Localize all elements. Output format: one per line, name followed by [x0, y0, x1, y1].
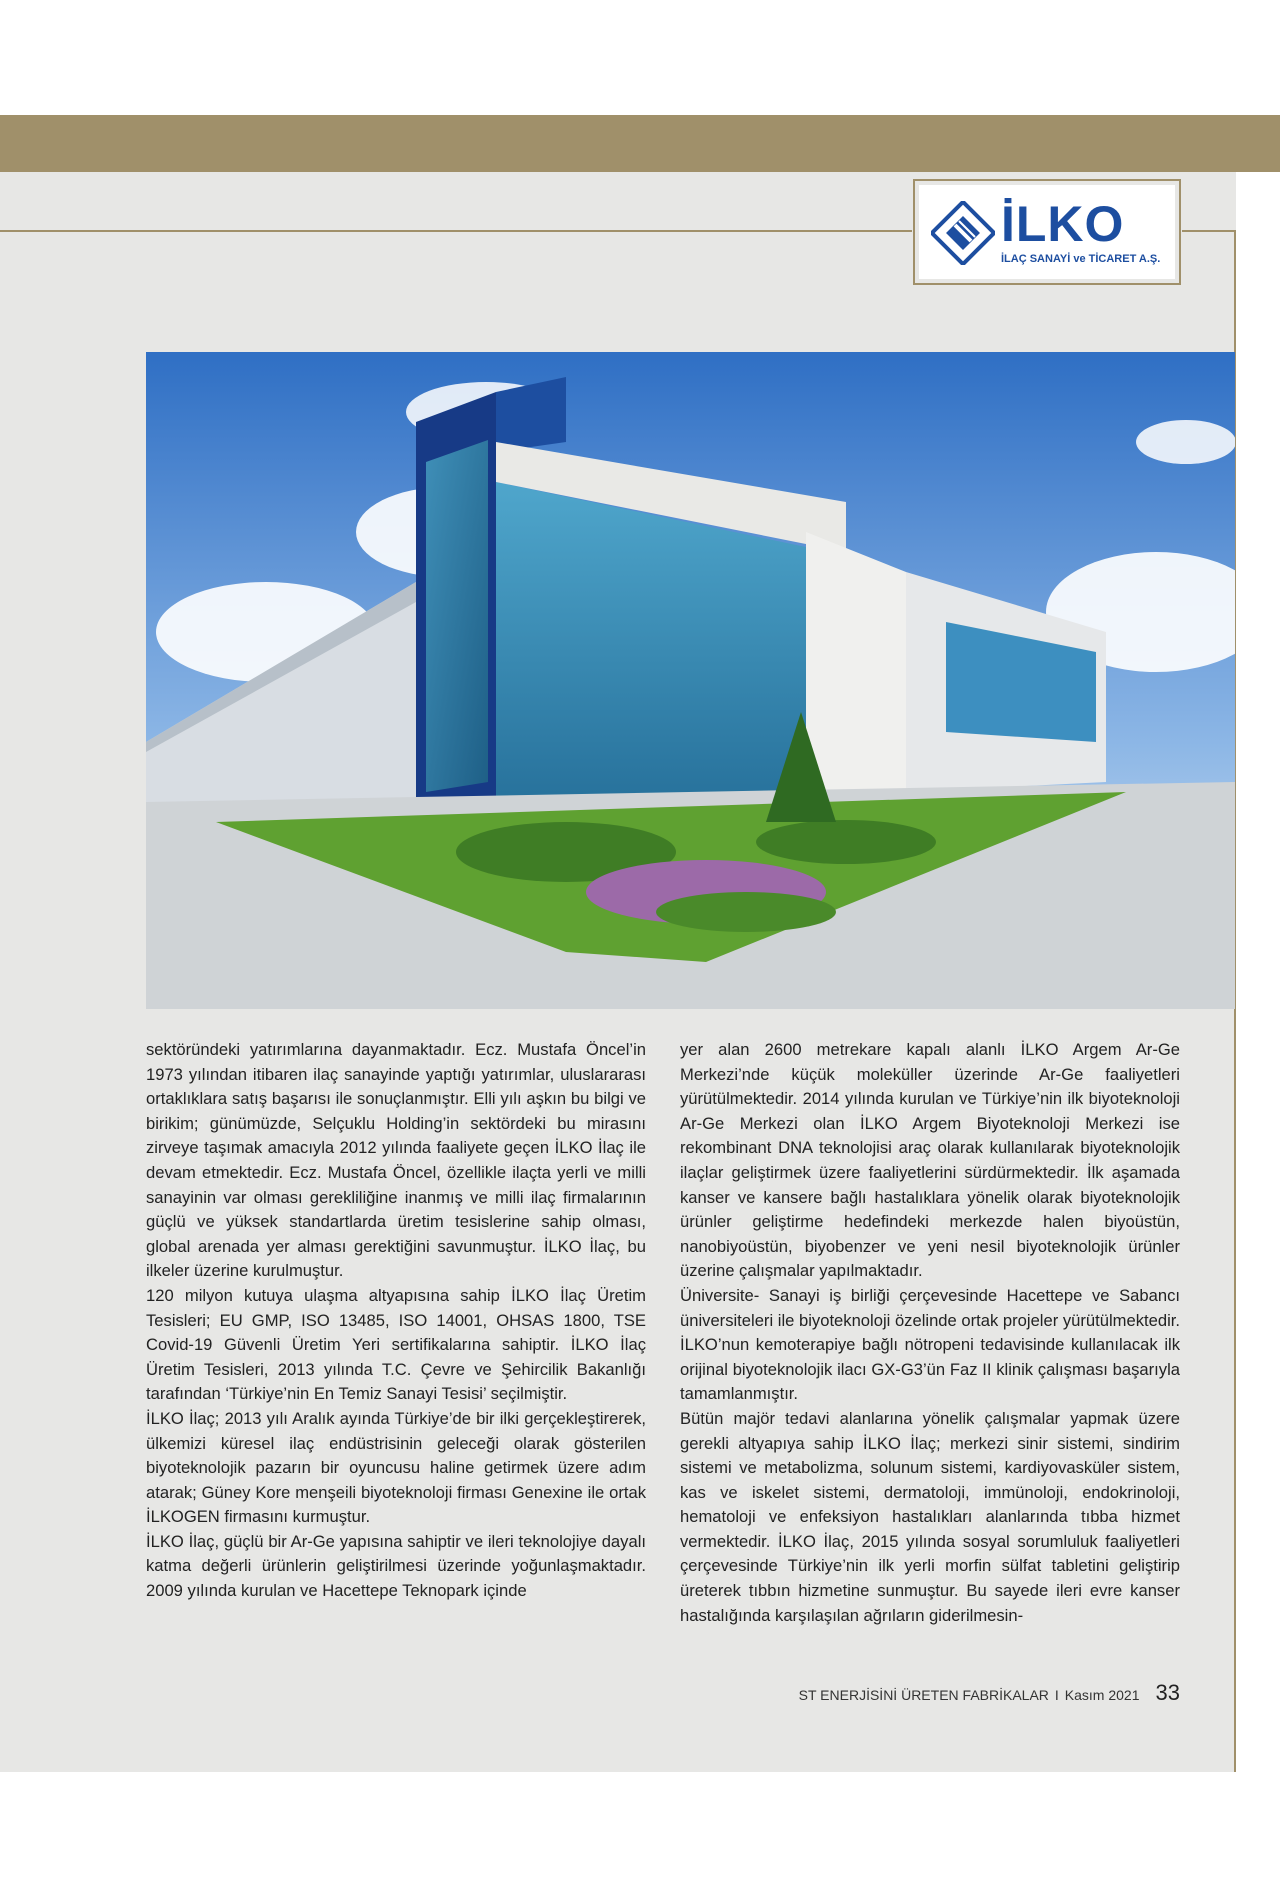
paragraph: sektöründeki yatırımlarına dayanmaktadır. Ecz. Mustafa Öncel’in 1973 yılından itibaren ilaç sanayinde yaptığı yatırımlar, uluslararası ortaklıklara satış başarısı ile sonuçlanmıştır. Elli yılı aşkın bu bilgi ve birikim; günümüzde, Selçuklu Holding’in sektördeki bu mirasını zirveye taşımak amacıyla 2012 yılında faaliyete geçen İLKO İlaç ile devam etmektedir. Ecz. Mustafa Öncel, özellikle ilaçta yerli ve milli sanayinin var olması gerekliliğine inanmış ve milli ilaç firmalarının güçlü ve yüksek standartlarda üretim tesislerine sahip olması, global arenada yer alması gerektiğini savunmuştur. İLKO İlaç, bu ilkeler üzerine kurulmuştur.	[146, 1040, 646, 1281]
logo-subtitle: İLAÇ SANAYİ ve TİCARET A.Ş.	[1001, 253, 1161, 265]
article-column-left	[146, 1038, 646, 1604]
footer-separator: I	[1054, 1687, 1059, 1703]
paragraph: Bütün majör tedavi alanlarına yönelik çalışmalar yapmak üzere gerekli altyapıya sahip İLKO İlaç; merkezi sinir sistemi, sindirim sistemi ve metabolizma, solunum sistemi, kardiyovasküler sistem, kas ve iskelet sistemi, dermatoloji, immünoloji, endokrinoloji, hematoloji ve enfeksiyon hastalıkları alanlarında tıbba hizmet vermektedir. İLKO İlaç, 2015 yılında sosyal sorumluluk faaliyetleri çerçevesinde Türkiye’nin ilk yerli morfin sülfat tabletini geliştirip üreterek tıbbın hizmetine sunmuştur. Bu sayede ileri evre kanser hastalığında karşılaşılan ağrıların giderilmesin-	[680, 1408, 1180, 1625]
page-number: 33	[1155, 1680, 1180, 1705]
page-footer	[799, 1680, 1180, 1710]
logo-wordmark: İLKO	[1001, 196, 1125, 252]
footer-date: Kasım 2021	[1064, 1687, 1140, 1703]
footer-magazine-title: ST ENERJİSİNİ ÜRETEN FABRİKALAR	[798, 1687, 1049, 1703]
paragraph: İLKO İlaç, güçlü bir Ar-Ge yapısına sahiptir ve ileri teknolojiye dayalı katma değerli ürünlerin geliştirilmesi üzerinde yoğunlaşmaktadır. 2009 yılında kurulan ve Hacettepe Teknopark içinde	[146, 1531, 646, 1601]
logo-diamond-icon	[931, 201, 995, 265]
article-column-right	[680, 1038, 1180, 1628]
paragraph: 120 milyon kutuya ulaşma altyapısına sahip İLKO İlaç Üretim Tesisleri; EU GMP, ISO 13485, ISO 14001, OHSAS 1800, TSE Covid-19 Güvenli Üretim Yeri sertifikalarına sahiptir. İLKO İlaç Üretim Tesisleri, 2013 yılında T.C. Çevre ve Şehircilik Bakanlığı tarafından ‘Türkiye’nin En Temiz Sanayi Tesisi’ seçilmiştir.	[146, 1285, 646, 1404]
frame-line-top-right	[1182, 230, 1236, 232]
frame-line-top	[0, 230, 912, 232]
factory-illustration	[146, 352, 1235, 1009]
paragraph: Üniversite- Sanayi iş birliği çerçevesinde Hacettepe ve Sabancı üniversiteleri ile biyoteknoloji özelinde ortak projeler yürütülmektedir. İLKO’nun kemoterapiye bağlı nötropeni tedavisinde kullanılacak ilk orijinal biyoteknolojik ilacı GX-G3’ün Faz II klinik çalışması başarıyla tamamlanmıştır.	[680, 1285, 1180, 1404]
logo-panel	[919, 185, 1175, 279]
top-color-band	[0, 115, 1280, 172]
company-logo	[913, 179, 1181, 285]
white-annex	[806, 532, 906, 792]
paragraph: yer alan 2600 metrekare kapalı alanlı İLKO Argem Ar-Ge Merkezi’nde küçük moleküller üzerinde Ar-Ge faaliyetleri yürütülmektedir. 2014 yılında kurulan ve Türkiye’nin ilk biyoteknoloji Ar-Ge Merkezi olan İLKO Argem Biyoteknoloji Merkezi ise rekombinant DNA teknolojisi araç olarak kullanılarak biyoteknolojik ilaçlar geliştirmek üzere faaliyetlerini sürdürmektedir. İlk aşamada kanser ve kansere bağlı hastalıklara yönelik olarak biyoteknolojik ürünler geliştirme hedefindeki merkezde halen biyoüstün, nanobiyoüstün, biyobenzer ve yeni nesil biyoteknolojik ürünler üzerine çalışmalar yapılmaktadır.	[680, 1040, 1180, 1281]
factory-photo	[146, 352, 1235, 1009]
paragraph: İLKO İlaç; 2013 yılı Aralık ayında Türkiye’de bir ilki gerçekleştirerek, ülkemizi küresel ilaç endüstrisinin geleceği olarak gösterilen biyoteknolojik pazarın bir oyuncusu haline getirmek üzere adım atarak; Güney Kore menşeili biyoteknoloji firması Genexine ile ortak İLKOGEN firmasını kurmuştur.	[146, 1408, 646, 1527]
